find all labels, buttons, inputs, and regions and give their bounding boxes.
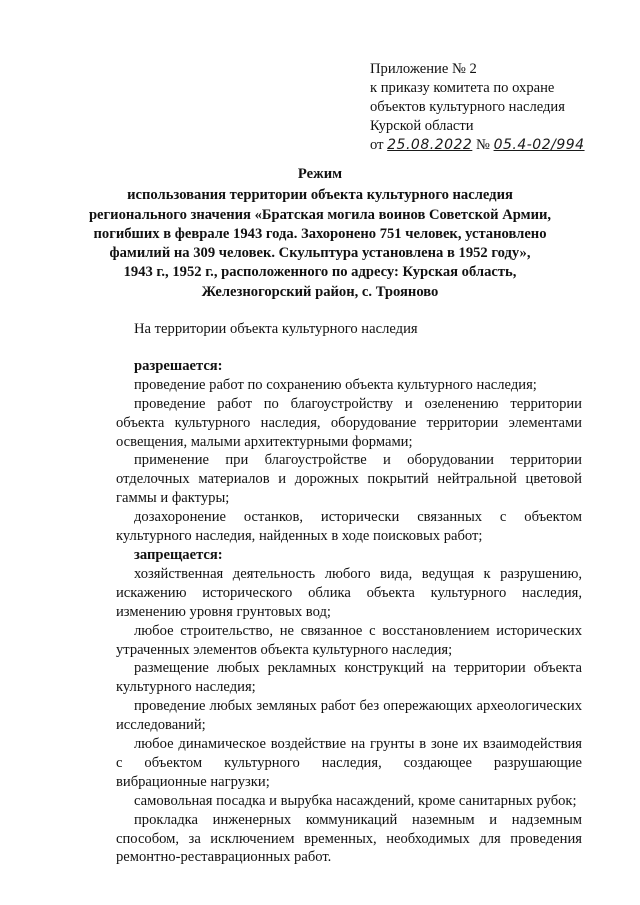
title-line: 1943 г., 1952 г., расположенного по адресу: Курская область, (123, 264, 517, 281)
allowed-heading: разрешается: (134, 357, 223, 374)
appendix-line: объектов культурного наследия (370, 99, 565, 115)
order-date-line (370, 136, 630, 155)
handwritten-date: 25.08.2022 (387, 137, 473, 153)
allowed-item: дозахоронение останков, исторически связанных с объектом культурного наследия, найденных в ходе поисковых работ; (116, 509, 582, 545)
document-body (116, 320, 582, 867)
appendix-line: Приложение № 2 (370, 61, 477, 77)
title-line: Железногорский район, с. Трояново (201, 283, 439, 300)
title-line: погибших в феврале 1943 года. Захоронено 751 человек, установлено (93, 225, 547, 242)
forbidden-item: прокладка инженерных коммуникаций наземным и надземным способом, за исключением временных, необходимых для проведения ремонтно-реставрационных работ. (116, 811, 582, 866)
forbidden-item: любое динамическое воздействие на грунты в зоне их взаимодействия с объектом культурного наследия, создающее разрушающие вибрационные нагрузки; (116, 736, 582, 790)
allowed-item: проведение работ по благоустройству и озеленению территории объекта культурного наследия, оборудование территории элементами освещения, малыми архитектурными формами; (116, 395, 582, 450)
allowed-item: применение при благоустройстве и оборудовании территории отделочных материалов и дорожных покрытий нейтральной цветовой гаммы и фактуры; (116, 452, 582, 507)
forbidden-item: размещение любых рекламных конструкций на территории объекта культурного наследия; (116, 660, 582, 696)
document-title (60, 165, 580, 302)
forbidden-heading: запрещается: (134, 546, 223, 563)
appendix-line: Курской области (370, 118, 474, 134)
appendix-line: к приказу комитета по охране (370, 80, 555, 96)
forbidden-item: любое строительство, не связанное с восстановлением исторических утраченных элементов объекта культурного наследия; (116, 622, 582, 658)
forbidden-item: проведение любых земляных работ без опережающих археологических исследований; (116, 698, 582, 734)
appendix-block (370, 60, 630, 155)
prefix-number: № (475, 137, 490, 153)
title-heading: Режим (297, 166, 343, 182)
intro-text: На территории объекта культурного наследия (134, 321, 418, 337)
title-line: фамилий на 309 человек. Скульптура установлена в 1952 году», (109, 245, 531, 262)
forbidden-item: хозяйственная деятельность любого вида, ведущая к разрушению, искажению исторического облика объекта культурного наследия, изменению уровня грунтовых вод; (116, 565, 582, 620)
title-line: регионального значения «Братская могила воинов Советской Армии, (88, 206, 552, 223)
handwritten-number: 05.4-02/994 (493, 137, 585, 153)
title-line: использования территории объекта культурного наследия (127, 187, 513, 204)
prefix-from: от (370, 137, 384, 153)
allowed-item: проведение работ по сохранению объекта культурного наследия; (134, 376, 537, 393)
forbidden-item: самовольная посадка и вырубка насаждений, кроме санитарных рубок; (134, 792, 577, 809)
